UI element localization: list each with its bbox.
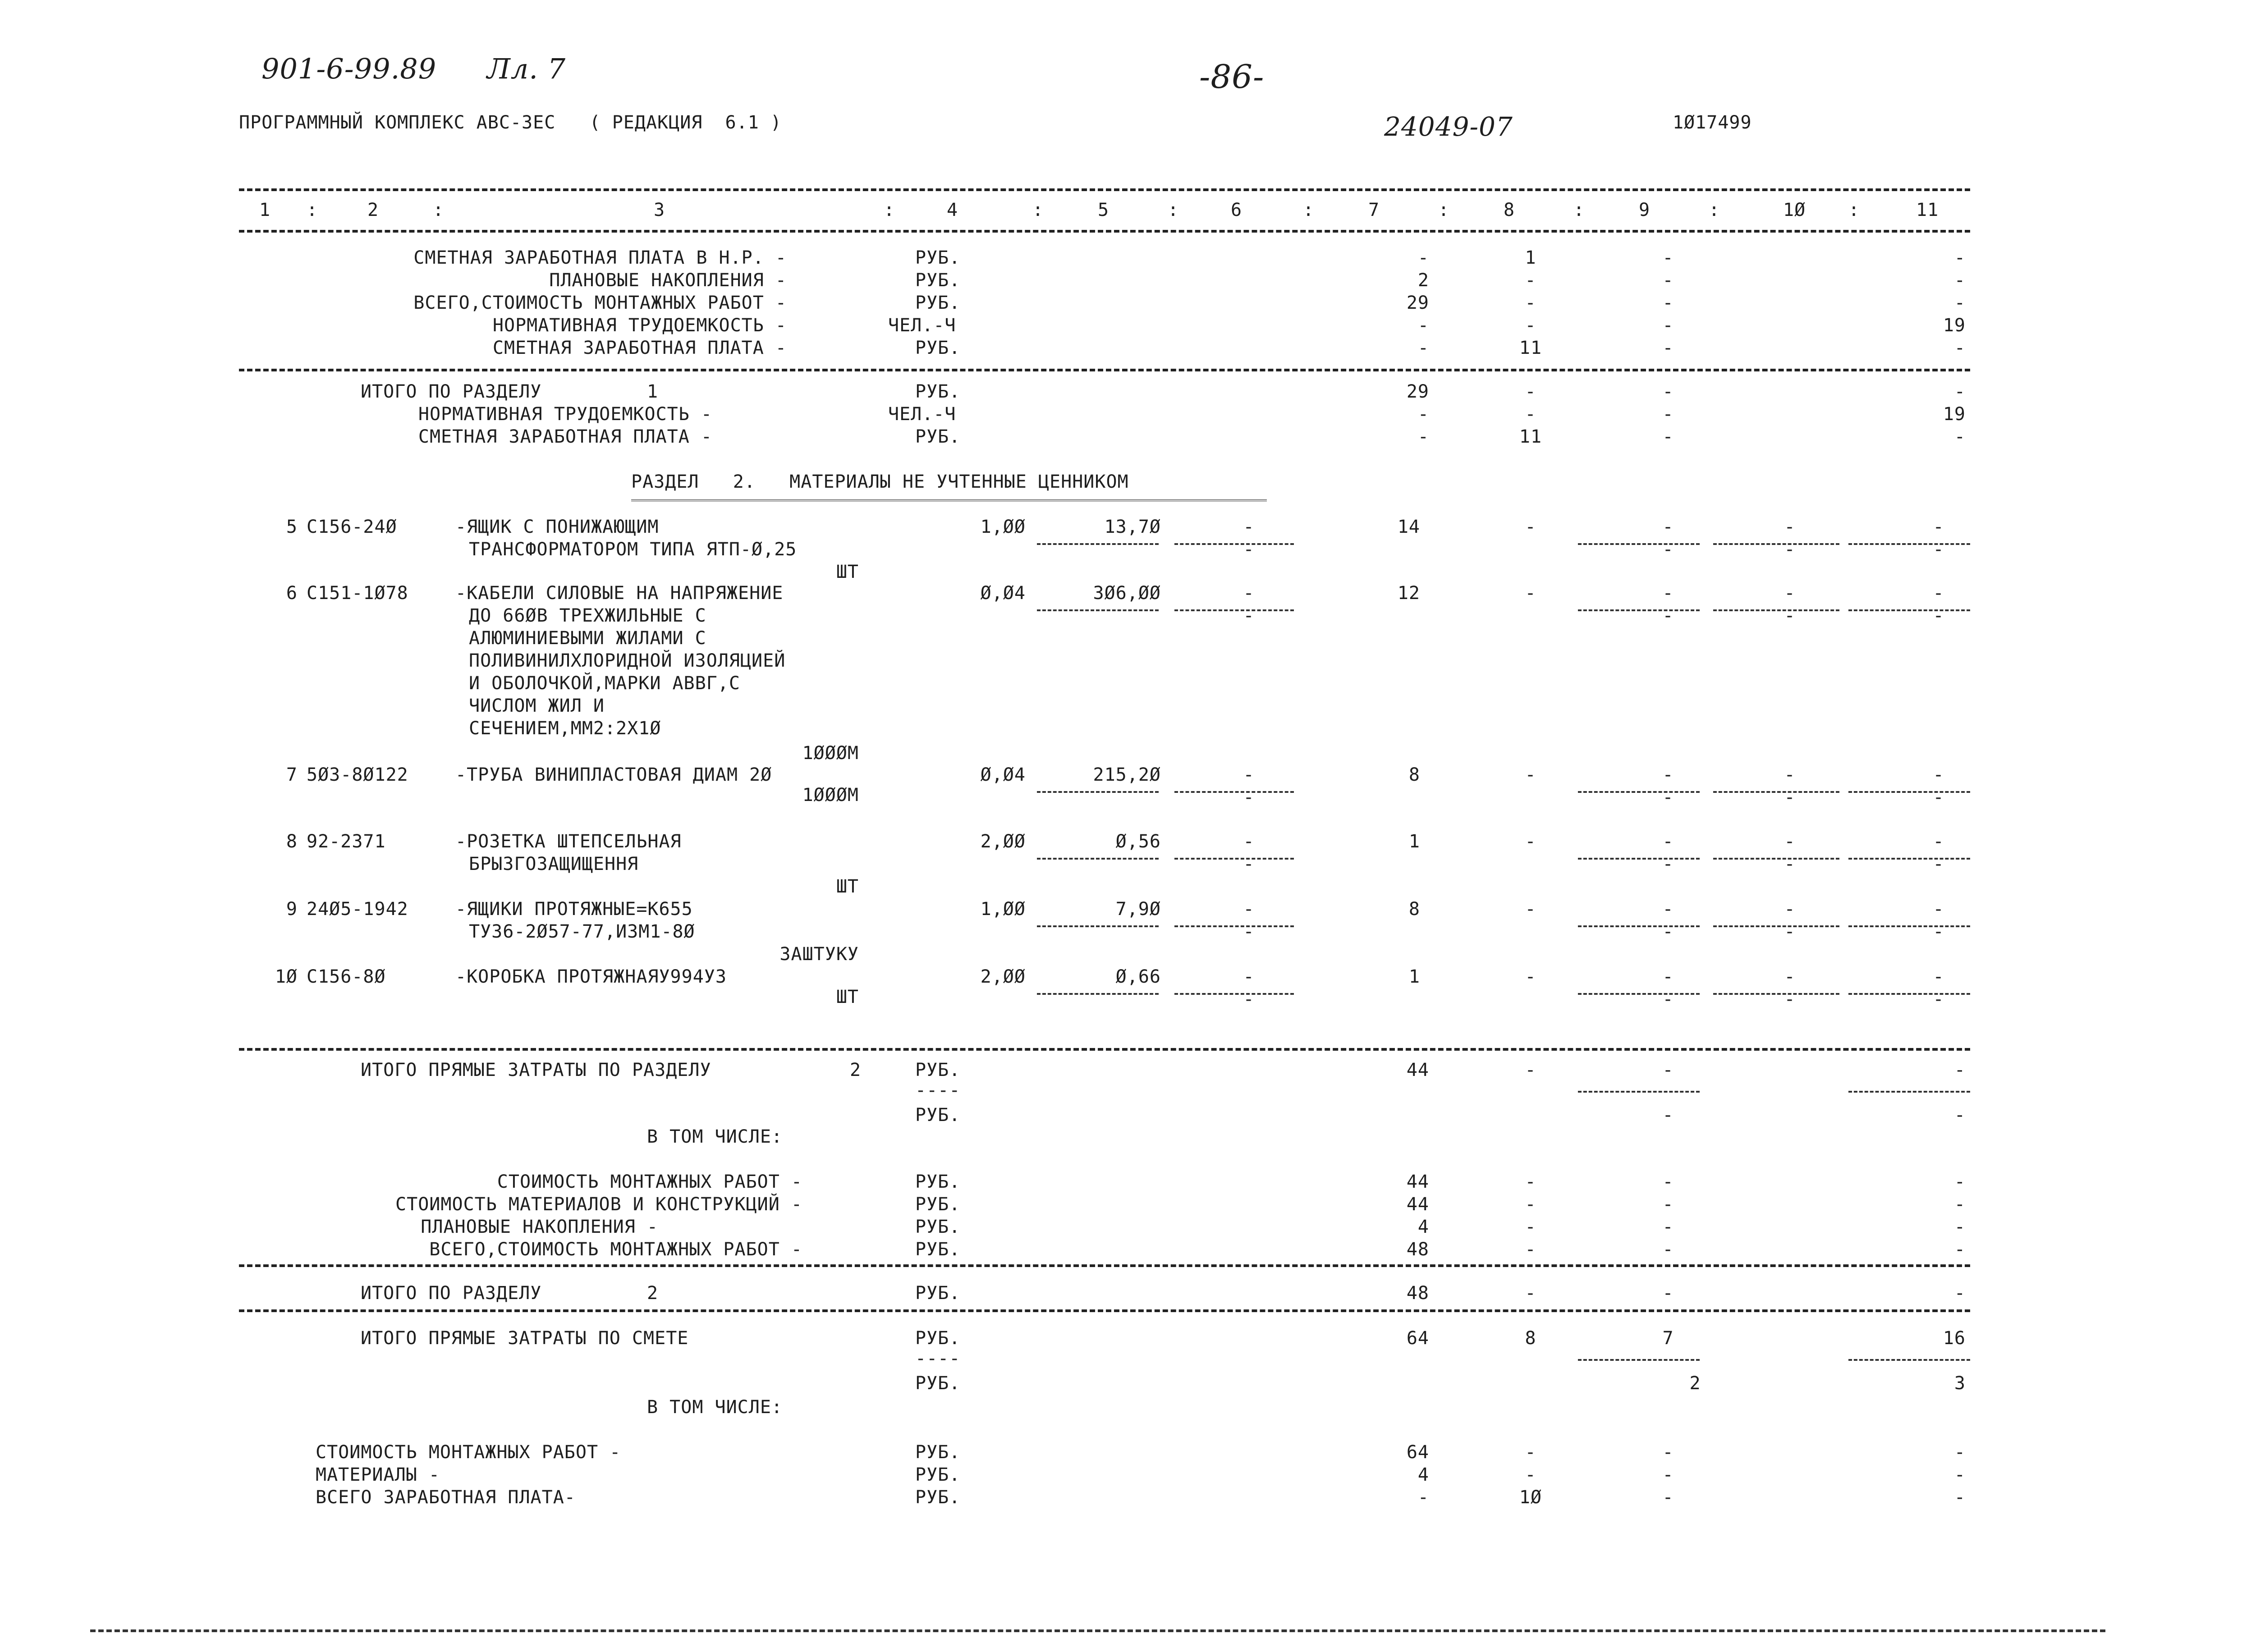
item-subrule	[1037, 543, 1159, 545]
column-divider: :	[1848, 200, 1860, 220]
item-name-line: -ТРУБА ВИНИПЛАСТОВАЯ ДИАМ 2Ø	[455, 764, 772, 785]
value-col-9: -	[1662, 1060, 1674, 1080]
value-col-8: -	[1525, 381, 1536, 402]
estimate-total-title: ИТОГО ПРЯМЫЕ ЗАТРАТЫ ПО СМЕТЕ	[361, 1328, 689, 1349]
value-col-9: -	[1662, 1239, 1674, 1260]
value-col-9: -	[1662, 381, 1674, 402]
value-col-7: 64	[1406, 1328, 1429, 1349]
section-title: РАЗДЕЛ 2. МАТЕРИАЛЫ НЕ УЧТЕННЫЕ ЦЕННИКОМ	[631, 471, 1129, 492]
block-separator	[239, 1048, 1970, 1051]
value-col-11: -	[1954, 1283, 1966, 1304]
value-col-11: -	[1954, 1194, 1966, 1215]
item-col-9: -	[1662, 583, 1674, 604]
item-total: 12	[1397, 583, 1420, 604]
column-number: 1Ø	[1783, 200, 1806, 220]
value-col-7: 29	[1406, 381, 1429, 402]
item-col-10: -	[1784, 583, 1796, 604]
row-unit: РУБ.	[915, 1194, 961, 1215]
item-quantity: 2,ØØ	[980, 831, 1026, 852]
row-label: НОРМАТИВНАЯ ТРУДОЕМКОСТЬ -	[418, 404, 712, 425]
row-unit: РУБ.	[915, 270, 961, 291]
item-name-line: И ОБОЛОЧКОЙ,МАРКИ АВВГ,С	[469, 673, 740, 694]
item-col-6: -	[1243, 764, 1255, 785]
item-total: 1	[1408, 966, 1420, 987]
section-total-number: 1	[647, 381, 659, 402]
section-total-title: ИТОГО ПО РАЗДЕЛУ	[361, 381, 542, 402]
value-col-7: -	[1417, 315, 1429, 336]
row-label: ВСЕГО ЗАРАБОТНАЯ ПЛАТА-	[316, 1487, 576, 1508]
item-total: 8	[1408, 764, 1420, 785]
item-code: 5Ø3-8Ø122	[307, 764, 408, 785]
value-col-8: -	[1525, 1283, 1536, 1304]
item-number: 1Ø	[275, 966, 298, 987]
value-col-11: -	[1954, 1464, 1966, 1485]
direct-costs-title: ИТОГО ПРЯМЫЕ ЗАТРАТЫ ПО РАЗДЕЛУ	[361, 1060, 711, 1080]
item-subvalue: -	[1784, 921, 1796, 942]
value-col-9: -	[1662, 1105, 1674, 1126]
item-col-9: -	[1662, 764, 1674, 785]
row-unit: РУБ.	[915, 426, 961, 447]
column-number: 8	[1504, 200, 1515, 220]
item-col-8: -	[1525, 966, 1536, 987]
row-unit: РУБ.	[915, 338, 961, 358]
row-label: МАТЕРИАЛЫ -	[316, 1464, 440, 1485]
item-price: 215,2Ø	[1093, 764, 1161, 785]
value-col-9: -	[1662, 270, 1674, 291]
item-col-6: -	[1243, 899, 1255, 920]
value-col-9: -	[1662, 338, 1674, 358]
value-col-7: 4	[1417, 1464, 1429, 1485]
item-unit: ЗАШТУКУ	[779, 944, 859, 965]
direct-costs-section: 2	[850, 1060, 862, 1080]
value-col-8: -	[1525, 1239, 1536, 1260]
row-unit: РУБ.	[915, 1442, 961, 1463]
item-subvalue: -	[1662, 539, 1674, 560]
item-col-11: -	[1933, 583, 1944, 604]
value-col-7: -	[1417, 426, 1429, 447]
item-number: 8	[286, 831, 298, 852]
item-unit: 1ØØØМ	[802, 743, 859, 764]
value-col-11: 3	[1954, 1373, 1966, 1394]
row-unit: РУБ.	[915, 1328, 961, 1349]
column-number: 4	[947, 200, 958, 220]
item-unit: 1ØØØМ	[802, 785, 859, 805]
value-col-7: 2	[1417, 270, 1429, 291]
item-subvalue: -	[1243, 921, 1255, 942]
value-col-9: 7	[1662, 1328, 1674, 1349]
registration-number: 1Ø17499	[1673, 112, 1752, 133]
item-name-line: -КОРОБКА ПРОТЯЖНАЯУ994У3	[455, 966, 727, 987]
value-col-7: 48	[1406, 1283, 1429, 1304]
value-col-9: -	[1662, 1172, 1674, 1192]
value-col-11: -	[1954, 381, 1966, 402]
value-col-11: -	[1954, 1217, 1966, 1237]
column-divider: :	[1032, 200, 1044, 220]
item-subvalue: -	[1784, 989, 1796, 1010]
item-col-10: -	[1784, 899, 1796, 920]
column-divider: :	[433, 200, 445, 220]
row-unit: ЧЕЛ.-Ч	[888, 404, 956, 425]
item-total: 14	[1397, 517, 1420, 537]
item-price: 13,7Ø	[1104, 517, 1161, 537]
value-col-11: -	[1954, 1060, 1966, 1080]
header-rule-top	[239, 188, 1970, 191]
item-name-line: ДО 66ØВ ТРЕХЖИЛЬНЫЕ С	[469, 605, 706, 626]
sub-rule	[1848, 1091, 1970, 1093]
value-col-8: -	[1525, 404, 1536, 425]
item-number: 5	[286, 517, 298, 537]
item-subvalue: -	[1933, 787, 1944, 808]
column-number: 7	[1368, 200, 1380, 220]
item-price: Ø,66	[1115, 966, 1161, 987]
item-subvalue: -	[1243, 605, 1255, 626]
value-col-11: 19	[1943, 315, 1966, 336]
row-unit: РУБ.	[915, 1373, 961, 1394]
row-label: СМЕТНАЯ ЗАРАБОТНАЯ ПЛАТА -	[492, 338, 787, 358]
value-col-8: -	[1525, 1442, 1536, 1463]
value-col-7: 44	[1406, 1194, 1429, 1215]
item-unit: ШТ	[836, 987, 859, 1007]
item-code: 24Ø5-1942	[307, 899, 408, 920]
item-col-6: -	[1243, 517, 1255, 537]
item-subvalue: -	[1933, 854, 1944, 874]
item-total: 1	[1408, 831, 1420, 852]
item-col-11: -	[1933, 517, 1944, 537]
column-number: 5	[1098, 200, 1110, 220]
row-label: СТОИМОСТЬ МОНТАЖНЫХ РАБОТ -	[497, 1172, 802, 1192]
item-subvalue: -	[1933, 989, 1944, 1010]
sheet-number: Лл. 7	[487, 52, 566, 85]
sub-rule	[1578, 1091, 1700, 1093]
item-col-10: -	[1784, 517, 1796, 537]
value-col-7: -	[1417, 247, 1429, 268]
item-col-10: -	[1784, 764, 1796, 785]
item-quantity: 1,ØØ	[980, 517, 1026, 537]
item-subvalue: -	[1243, 787, 1255, 808]
header-rule-bottom	[239, 230, 1970, 233]
column-divider: :	[1709, 200, 1720, 220]
item-subrule	[1037, 609, 1159, 611]
row-unit: РУБ.	[915, 247, 961, 268]
row-label: ВСЕГО,СТОИМОСТЬ МОНТАЖНЫХ РАБОТ -	[413, 293, 787, 313]
value-col-9: -	[1662, 1442, 1674, 1463]
column-number: 2	[367, 200, 379, 220]
item-subvalue: -	[1933, 539, 1944, 560]
row-unit: РУБ.	[915, 1172, 961, 1192]
row-label: ПЛАНОВЫЕ НАКОПЛЕНИЯ -	[549, 270, 787, 291]
unit-separator: ----	[915, 1080, 961, 1101]
value-col-11: -	[1954, 1239, 1966, 1260]
value-col-11: -	[1954, 1105, 1966, 1126]
value-col-9: -	[1662, 293, 1674, 313]
item-col-6: -	[1243, 966, 1255, 987]
value-col-8: 1Ø	[1519, 1487, 1542, 1508]
block-separator	[239, 1264, 1970, 1267]
row-unit: РУБ.	[915, 381, 961, 402]
item-name-line: ТУ36-2Ø57-77,ИЗМ1-8Ø	[469, 921, 695, 942]
item-subvalue: -	[1784, 787, 1796, 808]
including-label: В ТОМ ЧИСЛЕ:	[647, 1126, 783, 1147]
item-quantity: 2,ØØ	[980, 966, 1026, 987]
item-subrule	[1037, 858, 1159, 860]
item-subvalue: -	[1933, 605, 1944, 626]
value-col-8: -	[1525, 1464, 1536, 1485]
item-name-line: -РОЗЕТКА ШТЕПСЕЛЬНАЯ	[455, 831, 682, 852]
item-subvalue: -	[1784, 539, 1796, 560]
item-subvalue: -	[1662, 921, 1674, 942]
item-col-8: -	[1525, 831, 1536, 852]
item-subvalue: -	[1662, 605, 1674, 626]
value-col-9: -	[1662, 1217, 1674, 1237]
column-divider: :	[1168, 200, 1179, 220]
row-unit: РУБ.	[915, 1060, 961, 1080]
value-col-7: -	[1417, 404, 1429, 425]
value-col-7: 29	[1406, 293, 1429, 313]
item-subvalue: -	[1784, 605, 1796, 626]
program-title: ПРОГРАММНЫЙ КОМПЛЕКС АВС-3ЕС ( РЕДАКЦИЯ 6.1 )	[239, 112, 782, 133]
item-subrule	[1037, 791, 1159, 793]
item-col-6: -	[1243, 583, 1255, 604]
value-col-11: -	[1954, 338, 1966, 358]
item-code: С156-8Ø	[307, 966, 386, 987]
value-col-8: -	[1525, 315, 1536, 336]
item-col-6: -	[1243, 831, 1255, 852]
section-total-number: 2	[647, 1283, 659, 1304]
item-subrule	[1037, 993, 1159, 995]
value-col-8: -	[1525, 1060, 1536, 1080]
item-col-11: -	[1933, 831, 1944, 852]
item-name-line: -КАБЕЛИ СИЛОВЫЕ НА НАПРЯЖЕНИЕ	[455, 583, 784, 604]
sub-rule	[1848, 1359, 1970, 1361]
page-number: -86-	[1199, 58, 1265, 96]
value-col-9: -	[1662, 426, 1674, 447]
column-number: 6	[1231, 200, 1242, 220]
item-name-line: -ЯЩИК С ПОНИЖАЮЩИМ	[455, 517, 659, 537]
item-number: 9	[286, 899, 298, 920]
value-col-7: 44	[1406, 1060, 1429, 1080]
row-label: ВСЕГО,СТОИМОСТЬ МОНТАЖНЫХ РАБОТ -	[429, 1239, 802, 1260]
item-subvalue: -	[1662, 989, 1674, 1010]
row-label: СМЕТНАЯ ЗАРАБОТНАЯ ПЛАТА -	[418, 426, 712, 447]
value-col-8: -	[1525, 1172, 1536, 1192]
value-col-11: 16	[1943, 1328, 1966, 1349]
value-col-9: -	[1662, 1283, 1674, 1304]
section-total-title: ИТОГО ПО РАЗДЕЛУ	[361, 1283, 542, 1304]
value-col-11: 19	[1943, 404, 1966, 425]
sub-rule	[1578, 1359, 1700, 1361]
column-divider: :	[1303, 200, 1315, 220]
item-col-8: -	[1525, 764, 1536, 785]
item-subvalue: -	[1662, 854, 1674, 874]
value-col-11: -	[1954, 426, 1966, 447]
value-col-11: -	[1954, 1487, 1966, 1508]
value-col-8: -	[1525, 293, 1536, 313]
value-col-7: 48	[1406, 1239, 1429, 1260]
item-subrule	[1037, 925, 1159, 927]
item-price: 3Ø6,ØØ	[1093, 583, 1161, 604]
item-col-11: -	[1933, 966, 1944, 987]
column-divider: :	[307, 200, 318, 220]
item-col-11: -	[1933, 764, 1944, 785]
value-col-7: 4	[1417, 1217, 1429, 1237]
value-col-9: -	[1662, 1194, 1674, 1215]
item-price: 7,9Ø	[1115, 899, 1161, 920]
item-number: 6	[286, 583, 298, 604]
including-label: В ТОМ ЧИСЛЕ:	[647, 1397, 783, 1418]
value-col-7: -	[1417, 338, 1429, 358]
row-unit: РУБ.	[915, 293, 961, 313]
item-name-line: ТРАНСФОРМАТОРОМ ТИПА ЯТП-Ø,25	[469, 539, 797, 560]
value-col-9: -	[1662, 1464, 1674, 1485]
item-col-8: -	[1525, 517, 1536, 537]
value-col-9: -	[1662, 315, 1674, 336]
item-col-11: -	[1933, 899, 1944, 920]
value-col-11: -	[1954, 1172, 1966, 1192]
row-label: ПЛАНОВЫЕ НАКОПЛЕНИЯ -	[421, 1217, 658, 1237]
value-col-7: 44	[1406, 1172, 1429, 1192]
column-number: 11	[1916, 200, 1939, 220]
item-name-line: ПОЛИВИНИЛХЛОРИДНОЙ ИЗОЛЯЦИЕЙ	[469, 650, 786, 671]
item-quantity: 1,ØØ	[980, 899, 1026, 920]
value-col-9: 2	[1689, 1373, 1701, 1394]
value-col-11: -	[1954, 293, 1966, 313]
item-subvalue: -	[1243, 854, 1255, 874]
item-name-line: БРЫЗГОЗАЩИЩЕННЯ	[469, 854, 639, 874]
row-label: СТОИМОСТЬ МОНТАЖНЫХ РАБОТ -	[316, 1442, 621, 1463]
row-unit: РУБ.	[915, 1487, 961, 1508]
row-unit: РУБ.	[915, 1283, 961, 1304]
item-quantity: Ø,Ø4	[980, 764, 1026, 785]
column-number: 9	[1639, 200, 1651, 220]
value-col-8: -	[1525, 1217, 1536, 1237]
value-col-8: 8	[1525, 1328, 1536, 1349]
block-separator	[239, 1309, 1970, 1312]
item-col-9: -	[1662, 899, 1674, 920]
value-col-9: -	[1662, 1487, 1674, 1508]
column-number: 1	[259, 200, 271, 220]
value-col-11: -	[1954, 270, 1966, 291]
item-col-10: -	[1784, 966, 1796, 987]
row-label: СТОИМОСТЬ МАТЕРИАЛОВ И КОНСТРУКЦИЙ -	[395, 1194, 802, 1215]
value-col-8: 11	[1519, 426, 1542, 447]
column-number: 3	[654, 200, 665, 220]
item-subvalue: -	[1662, 787, 1674, 808]
item-col-9: -	[1662, 831, 1674, 852]
value-col-7: 64	[1406, 1442, 1429, 1463]
value-col-7: -	[1417, 1487, 1429, 1508]
item-col-8: -	[1525, 899, 1536, 920]
item-subvalue: -	[1933, 921, 1944, 942]
project-code: 24049-07	[1384, 111, 1513, 142]
value-col-8: 1	[1525, 247, 1536, 268]
row-unit: РУБ.	[915, 1239, 961, 1260]
item-name-line: АЛЮМИНИЕВЫМИ ЖИЛАМИ С	[469, 628, 706, 649]
item-name-line: ЧИСЛОМ ЖИЛ И	[469, 696, 605, 716]
value-col-9: -	[1662, 247, 1674, 268]
row-unit: РУБ.	[915, 1464, 961, 1485]
item-col-8: -	[1525, 583, 1536, 604]
column-divider: :	[884, 200, 895, 220]
item-unit: ШТ	[836, 876, 859, 897]
row-label: СМЕТНАЯ ЗАРАБОТНАЯ ПЛАТА В Н.Р. -	[413, 247, 787, 268]
item-name-line: -ЯЩИКИ ПРОТЯЖНЫЕ=К655	[455, 899, 693, 920]
item-code: С156-24Ø	[307, 517, 397, 537]
item-subvalue: -	[1784, 854, 1796, 874]
item-price: Ø,56	[1115, 831, 1161, 852]
item-col-10: -	[1784, 831, 1796, 852]
row-unit: ЧЕЛ.-Ч	[888, 315, 956, 336]
value-col-8: -	[1525, 1194, 1536, 1215]
item-code: С151-1Ø78	[307, 583, 408, 604]
unit-separator: ----	[915, 1348, 961, 1369]
page-edge-mark	[90, 1629, 2105, 1632]
item-name-line: СЕЧЕНИЕМ,ММ2:2Х1Ø	[469, 718, 661, 739]
value-col-11: -	[1954, 1442, 1966, 1463]
value-col-8: -	[1525, 270, 1536, 291]
value-col-11: -	[1954, 247, 1966, 268]
row-unit: РУБ.	[915, 1105, 961, 1126]
row-label: НОРМАТИВНАЯ ТРУДОЕМКОСТЬ -	[492, 315, 787, 336]
row-unit: РУБ.	[915, 1217, 961, 1237]
column-divider: :	[1573, 200, 1585, 220]
item-unit: ШТ	[836, 562, 859, 582]
value-col-8: 11	[1519, 338, 1542, 358]
item-subvalue: -	[1243, 539, 1255, 560]
item-subvalue: -	[1243, 989, 1255, 1010]
item-code: 92-2371	[307, 831, 386, 852]
value-col-9: -	[1662, 404, 1674, 425]
item-total: 8	[1408, 899, 1420, 920]
column-divider: :	[1438, 200, 1450, 220]
item-col-9: -	[1662, 966, 1674, 987]
block-separator	[239, 369, 1970, 371]
item-number: 7	[286, 764, 298, 785]
item-col-9: -	[1662, 517, 1674, 537]
item-quantity: Ø,Ø4	[980, 583, 1026, 604]
section-title-underline	[631, 499, 1267, 501]
document-code: 901-6-99.89	[261, 52, 437, 85]
